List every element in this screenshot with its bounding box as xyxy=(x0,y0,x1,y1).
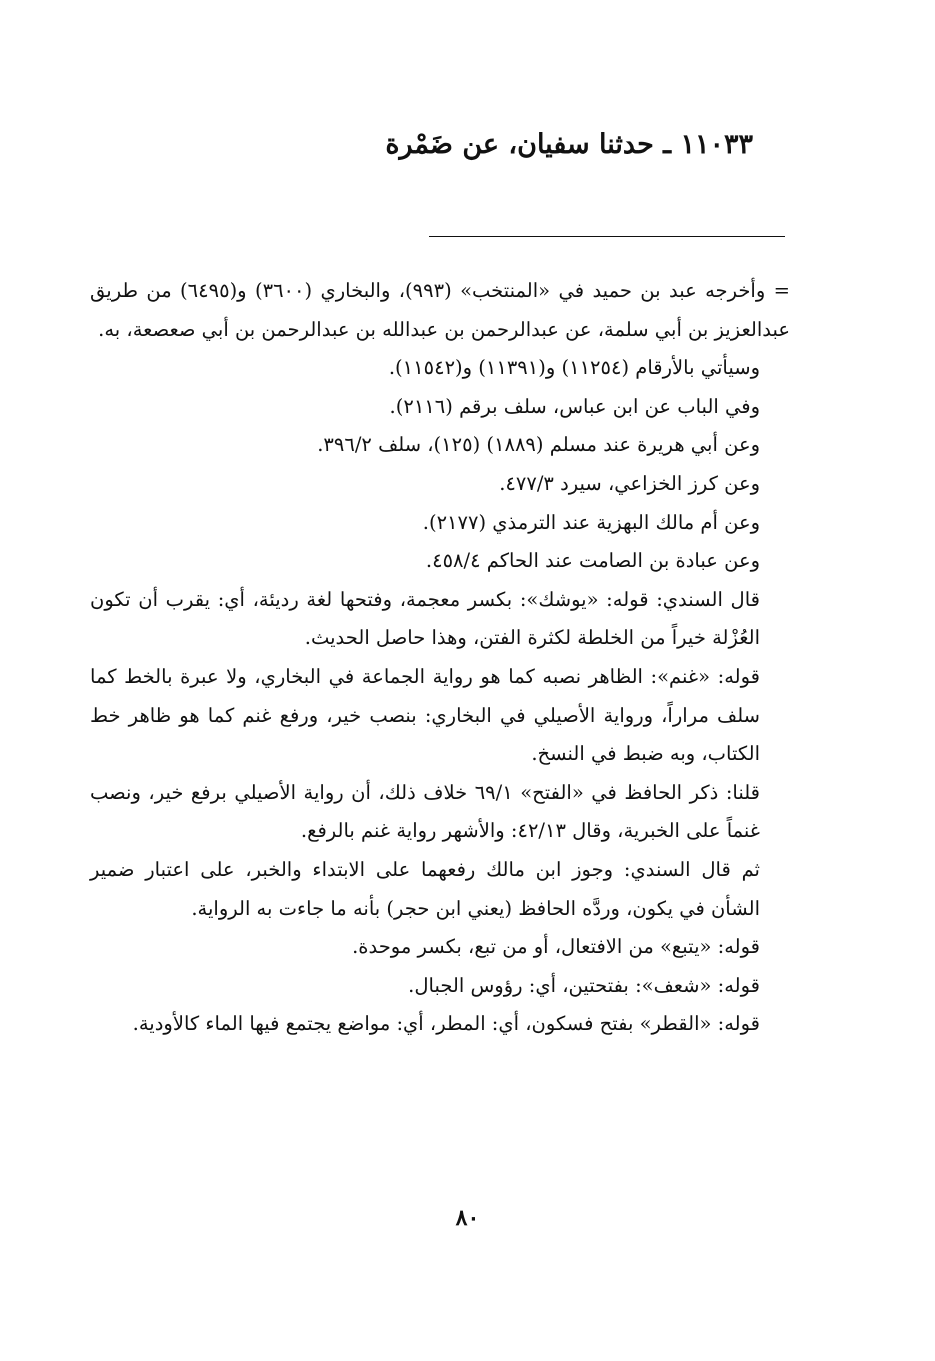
footnotes-block xyxy=(90,272,790,1044)
footnote-paragraph-12: قوله: «يتبع» من الافتعال، أو من تبع، بكسر موحدة. xyxy=(352,935,760,959)
page-number: ٨٠ xyxy=(455,1205,480,1231)
footnote-paragraph-3: وفي الباب عن ابن عباس، سلف برقم (٢١١٦). xyxy=(389,394,760,418)
footnote-paragraph-1: = وأخرجه عبد بن حميد في «المنتخب» (٩٩٣)، والبخاري (٣٦٠٠) و(٦٤٩٥) من طريق عبدالعزيز بن أبي سلمة، عن عبدالرحمن بن عبدالله بن عبدالرحمن بن أبي صعصعة، به. xyxy=(90,279,790,341)
footnote-paragraph-14: قوله: «القطر» بفتح فسكون، أي: المطر، أي: مواضع يجتمع فيها الماء كالأودية. xyxy=(132,1012,760,1036)
footnote-paragraph-10: قلنا: ذكر الحافظ في «الفتح» ٦٩/١ خلاف ذلك، أن رواية الأصيلي برفع خير، ونصب غنماً على الخبرية، وقال ٤٢/١٣: والأشهر رواية غنم بالرفع. xyxy=(90,780,760,843)
footnote-separator xyxy=(429,236,785,237)
footnote-paragraph-6: وعن أم مالك البهزية عند الترمذي (٢١٧٧). xyxy=(422,510,760,534)
footnote-paragraph-2: وسيأتي بالأرقام (١١٢٥٤) و(١١٣٩١) و(١١٥٤٢). xyxy=(388,356,760,380)
hadith-heading: ١١٠٣٣ ـ حدثنا سفيان، عن ضَمْرة xyxy=(385,129,753,160)
footnote-paragraph-4: وعن أبي هريرة عند مسلم (١٨٨٩) (١٢٥)، سلف ٣٩٦/٢. xyxy=(317,433,760,457)
footnote-paragraph-5: وعن كرز الخزاعي، سيرد ٤٧٧/٣. xyxy=(499,471,760,495)
footnote-paragraph-11: ثم قال السندي: وجوز ابن مالك رفعهما على الابتداء والخبر، على اعتبار ضمير الشأن في يكون، وردَّه الحافظ (يعني ابن حجر) بأنه ما جاءت به الرواية. xyxy=(90,857,760,920)
footnote-paragraph-7: وعن عبادة بن الصامت عند الحاكم ٤٥٨/٤. xyxy=(425,549,760,573)
footnote-paragraph-9: قوله: «غنم»: الظاهر نصبه كما هو رواية الجماعة في البخاري، ولا عبرة بالخط كما سلف مراراً، ورواية الأصيلي في البخاري: بنصب خير، ورفع غنم كما هو ظاهر خط الكتاب، وبه ضبط في النسخ. xyxy=(90,664,760,766)
footnote-paragraph-8: قال السندي: قوله: «يوشك»: بكسر معجمة، وفتحها لغة رديئة، أي: يقرب أن تكون العُزْلة خيراً من الخلطة لكثرة الفتن، وهذا حاصل الحديث. xyxy=(90,587,760,650)
footnote-paragraph-13: قوله: «شعف»: بفتحتين، أي: رؤوس الجبال. xyxy=(408,973,760,997)
